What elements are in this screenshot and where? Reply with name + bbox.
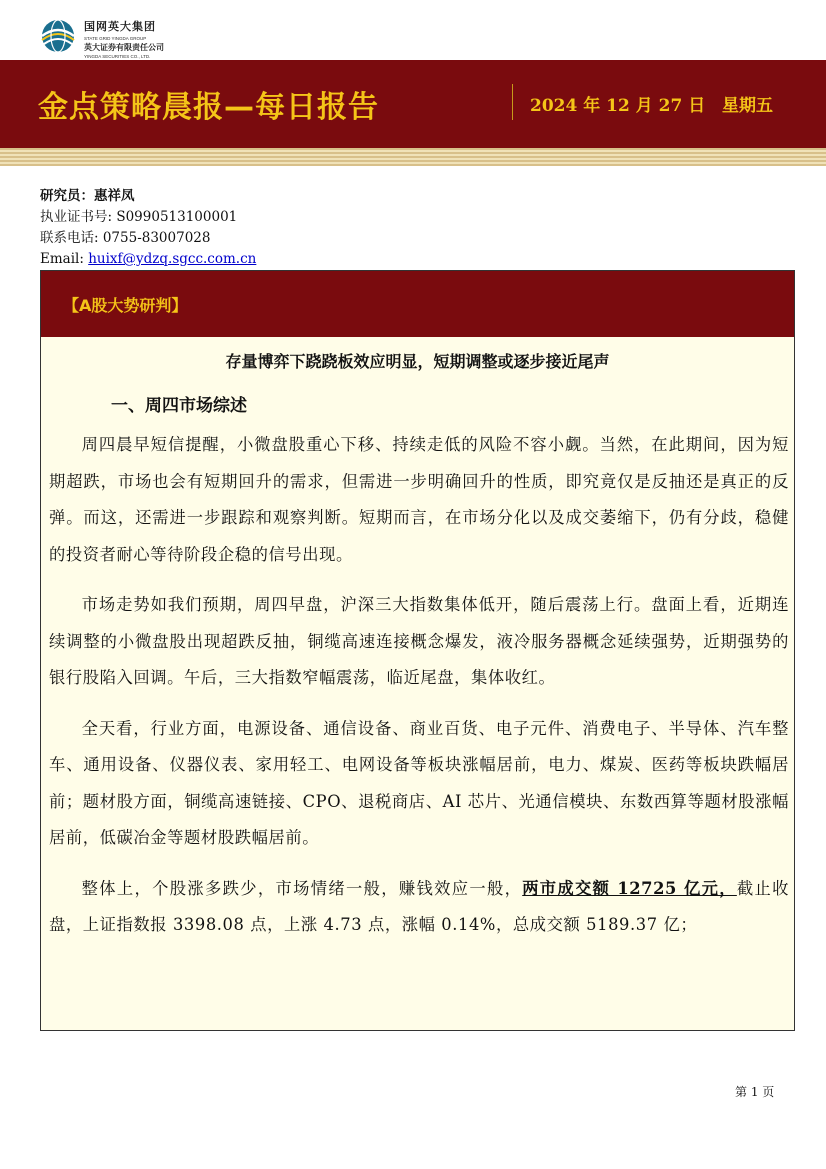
paragraph: 市场走势如我们预期，周四早盘，沪深三大指数集体低开，随后震荡上行。盘面上看，近期连续调整的小微盘股出现超跌反抽，铜缆高速连接概念爆发，液冷服务器概念延续强势，近期强势的银行股陷入回调。午后，三大指数窄幅震荡，临近尾盘，集体收红。 bbox=[49, 595, 789, 687]
paragraph: 周四晨早短信提醒，小微盘股重心下移、持续走低的风险不容小觑。当然，在此期间，因为短期超跌，市场也会有短期回升的需求，但需进一步明确回升的性质，即究竟仅是反抽还是真正的反弹。而这，还需进一步跟踪和观察判断。短期而言，在市场分化以及成交萎缩下，仍有分歧，稳健的投资者耐心等待阶段企稳的信号出现。 bbox=[49, 435, 789, 564]
article-headline: 存量博弈下跷跷板效应明显，短期调整或逐步接近尾声 bbox=[225, 352, 610, 371]
report-banner bbox=[0, 60, 826, 148]
analysis-body bbox=[40, 337, 795, 1031]
certificate-number: 执业证书号: S0990513100001 bbox=[40, 209, 238, 225]
banner-divider bbox=[512, 84, 513, 120]
email-link[interactable]: huixf@ydzq.sgcc.com.cn bbox=[88, 251, 257, 267]
paragraph: 全天看，行业方面，电源设备、通信设备、商业百货、电子元件、消费电子、半导体、汽车整车、通用设备、仪器仪表、家用轻工、电网设备等板块涨幅居前，电力、煤炭、医药等板块跌幅居前；题材股方面，铜缆高速链接、CPO、退税商店、AI 芯片、光通信模块、东数西算等题材股涨幅居前，低碳冶金等题材股跌幅居前。 bbox=[49, 718, 789, 847]
report-date: 2024 年 12 月 27 日 bbox=[530, 96, 706, 116]
section-label: 【A股大势研判】 bbox=[63, 296, 188, 315]
researcher-name: 惠祥凤 bbox=[94, 188, 135, 204]
researcher-label: 研究员： bbox=[40, 188, 94, 204]
logo-sub-cn: 英大证券有限责任公司 bbox=[84, 43, 164, 52]
email-label: Email: bbox=[40, 251, 89, 267]
page-number: 第 1 页 bbox=[735, 1085, 775, 1099]
paragraph-lead: 整体上，个股涨多跌少，市场情绪一般，赚钱效应一般， bbox=[81, 878, 523, 898]
logo-name-en: STATE GRID YINGDA GROUP bbox=[84, 36, 147, 41]
report-title: 金点策略晨报—每日报告 bbox=[38, 90, 379, 125]
researcher-info bbox=[40, 186, 256, 270]
turnover-highlight: 两市成交额 12725 亿元， bbox=[522, 878, 737, 898]
section-header bbox=[40, 270, 795, 338]
article-content bbox=[49, 427, 789, 944]
contact-phone: 联系电话: 0755-83007028 bbox=[40, 230, 211, 246]
globe-logo-icon bbox=[38, 16, 78, 56]
paragraph bbox=[49, 871, 789, 944]
report-weekday: 星期五 bbox=[722, 96, 773, 116]
subsection-heading: 一、周四市场综述 bbox=[111, 396, 247, 416]
logo-sub-en: YINGDA SECURITIES CO., LTD. bbox=[84, 54, 151, 59]
decorative-stripes bbox=[0, 148, 826, 166]
company-logo bbox=[38, 14, 188, 58]
paragraph-rest: 截止收盘，上证指数报 3398.08 点，上涨 4.73 点，涨幅 0.14%，总成交额 5189.37 亿； bbox=[49, 878, 789, 934]
logo-name-cn: 国网英大集团 bbox=[84, 20, 156, 33]
